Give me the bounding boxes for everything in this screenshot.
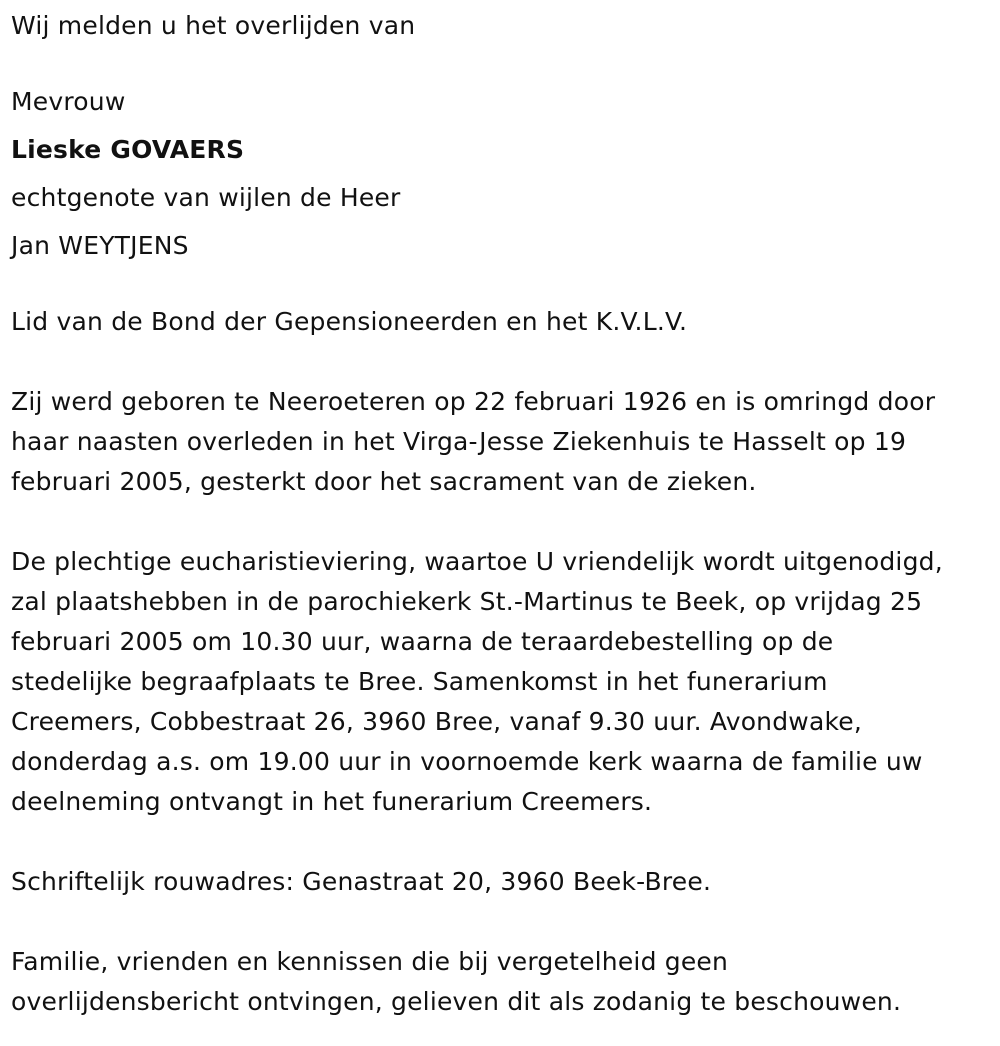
funeral-paragraph: De plechtige eucharistieviering, waartoe U vriendelijk wordt uitgenodigd, zal plaatshebben in de parochiekerk St.-Martinus te Beek, op vrijdag 25 februari 2005 om 10.30 uur, waarna de teraardebestelling op de stedelijke begraafplaats te Bree. Samenkomst in het funerarium Creemers, Cobbestraat 26, 3960 Bree, vanaf 9.30 uur. Avondwake, donderdag a.s. om 19.00 uur in voornoemde kerk waarna de familie uw deelneming ontvangt in het funerarium Creemers. [11,547,943,816]
relation-text: echtgenote van wijlen de Heer [11,183,401,212]
deceased-name: Lieske GOVAERS [11,135,245,164]
honorific: Mevrouw [11,87,126,116]
spacer [11,502,996,542]
mourning-address: Schriftelijk rouwadres: Genastraat 20, 3960 Beek-Bree. [11,867,712,896]
spouse-name: Jan WEYTJENS [11,231,189,260]
spacer [11,270,996,302]
spacer [11,822,996,862]
spacer [11,902,996,942]
birth-death-paragraph: Zij werd geboren te Neeroeteren op 22 februari 1926 en is omringd door haar naasten overleden in het Virga-Jesse Ziekenhuis te Hasselt op 19 februari 2005, gesterkt door het sacrament van de zieken. [11,387,936,496]
death-notice [11,6,996,1022]
membership-text: Lid van de Bond der Gepensioneerden en het K.V.L.V. [11,307,688,336]
spacer [11,342,996,382]
intro-text: Wij melden u het overlijden van [11,11,416,40]
closing-paragraph: Familie, vrienden en kennissen die bij vergetelheid geen overlijdensbericht ontvingen, gelieven dit als zodanig te beschouwen. [11,947,902,1016]
spacer [11,46,996,78]
